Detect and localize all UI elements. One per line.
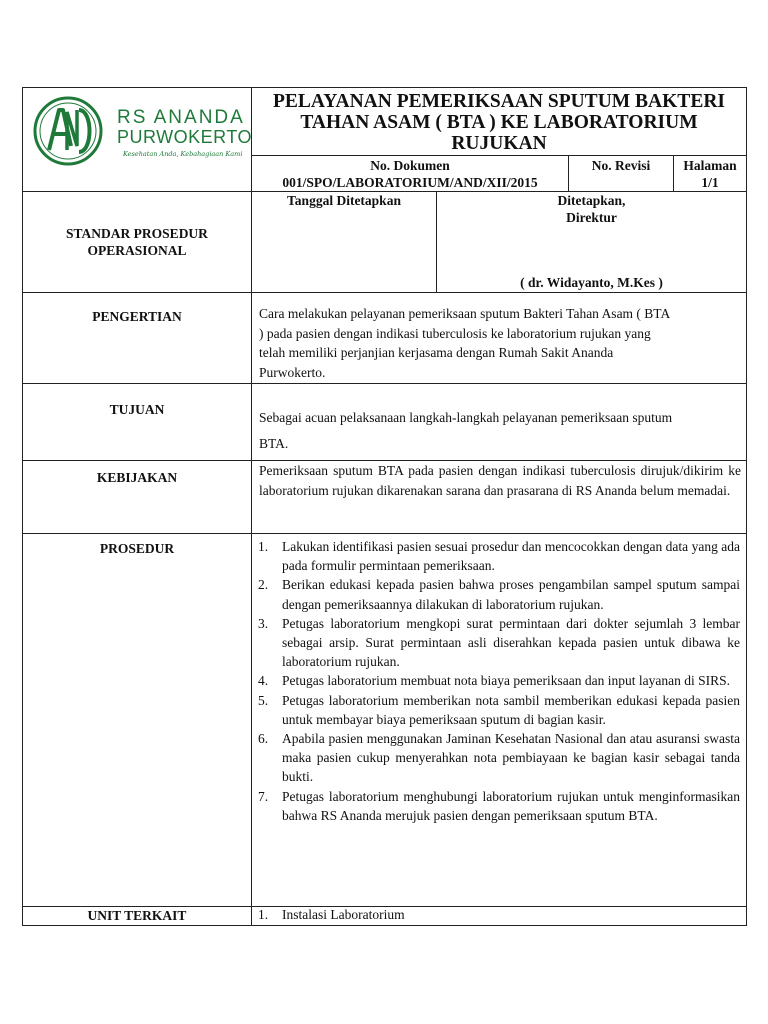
no-dokumen-value: 001/SPO/LABORATORIUM/AND/XII/2015 [282,175,538,190]
spo-document [22,87,747,926]
and-monogram-icon [33,96,103,166]
tanggal-ditetapkan-label: Tanggal Ditetapkan [287,193,401,208]
step-number: 6. [258,731,269,747]
no-dokumen-label: No. Dokumen [370,158,450,173]
pengertian-text [259,304,741,382]
list-item [258,537,740,575]
list-item [258,575,740,613]
logo-name-line1: RS ANANDA [117,107,245,128]
text-line: Purwokerto. [259,364,326,380]
logo-tagline: Kesehatan Anda, Kebahagiaan Kami [123,150,243,158]
no-revisi-label: No. Revisi [591,158,651,173]
text-line: telah memiliki perjanjian kerjasama dengan Rumah Sakit Ananda [259,345,614,360]
logo-name-line2: PURWOKERTO [117,127,253,147]
prosedur-list [258,537,740,825]
list-item [258,614,740,672]
halaman-label: Halaman [683,158,737,173]
title-line: RUJUKAN [451,133,547,154]
step-number: 2. [258,577,269,593]
kebijakan-text: Pemeriksaan sputum BTA pada pasien dengan indikasi tuberculosis dirujuk/dikirim ke laboratorium rujukan dikarenakan sarana dan prasarana di RS Ananda belum memadai. [259,463,741,498]
pengertian-label: PENGERTIAN [92,309,182,324]
list-item [258,906,740,924]
step-number: 3. [258,615,269,631]
step-text: Lakukan identifikasi pasien sesuai prosedur dan mencocokkan dengan data yang ada pada formulir permintaan pemeriksaan. [282,539,740,574]
divider [251,88,252,925]
unit-terkait-list [258,906,740,924]
unit-terkait-label: UNIT TERKAIT [87,908,187,923]
divider [23,292,746,293]
divider [23,533,746,534]
tujuan-label: TUJUAN [109,402,165,417]
step-text: Petugas laboratorium membuat nota biaya pemeriksaan dan input layanan di SIRS. [282,673,731,689]
halaman-value: 1/1 [701,175,719,190]
text-line: Cara melakukan pelayanan pemeriksaan sputum Bakteri Tahan Asam ( BTA [259,306,671,321]
signatory-name: ( dr. Widayanto, M.Kes ) [520,275,663,290]
list-item [258,691,740,729]
title-line: TAHAN ASAM ( BTA ) KE LABORATORIUM [300,112,698,133]
ditetapkan-line: Direktur [566,210,617,225]
step-number: 7. [258,788,269,804]
divider [23,383,746,384]
hospital-logo [33,96,253,168]
step-number: 4. [258,673,269,689]
spo-label-line: STANDAR PROSEDUR [66,226,208,241]
text-line: ) pada pasien dengan indikasi tuberculosis ke laboratorium rujukan yang [259,325,651,341]
step-text: Petugas laboratorium mengkopi surat permintaan dari dokter sejumlah 3 lembar sebagai arsip. Surat permintaan asli diserahkan kepada pasien untuk dibawa ke laboratorium rujukan. [282,615,740,670]
prosedur-label: PROSEDUR [99,541,175,556]
text-line: Sebagai acuan pelaksanaan langkah-langkah pelayanan pemeriksaan sputum [259,410,673,425]
ditetapkan-label [437,192,746,226]
halaman [674,157,746,191]
title-line: PELAYANAN PEMERIKSAAN SPUTUM BAKTERI [273,91,725,112]
document-title [252,91,746,154]
list-item [258,671,740,690]
spo-label [23,225,251,259]
spo-label-line: OPERASIONAL [87,243,187,258]
kebijakan-label: KEBIJAKAN [96,470,178,485]
no-dokumen [252,157,568,191]
step-text: Apabila pasien menggunakan Jaminan Kesehatan Nasional dan atau asuransi swasta maka pasien cukup menyerahkan nota pembiayaan ke bagian kasir sebagai tanda bukti. [282,731,740,785]
step-text: Berikan edukasi kepada pasien bahwa proses pengambilan sampel sputum sampai dengan pemeriksaannya dilakukan di laboratorium rujukan. [282,577,740,612]
list-item [258,729,740,787]
tujuan-text [259,405,741,457]
item-number: 1. [258,907,269,922]
divider [251,155,746,156]
step-number: 1. [258,539,269,554]
step-number: 5. [258,692,269,708]
item-text: Instalasi Laboratorium [282,907,405,922]
step-text: Petugas laboratorium memberikan nota sambil memberikan edukasi kepada pasien untuk membayar biaya pemeriksaan sputum di bagian kasir. [282,692,740,727]
text-line: BTA. [259,436,289,451]
ditetapkan-line: Ditetapkan, [557,193,626,208]
list-item [258,787,740,825]
step-text: Petugas laboratorium menghubungi laboratorium rujukan untuk menginformasikan bahwa RS Ananda merujuk pasien dengan pemeriksaan sputum BTA. [282,788,740,823]
